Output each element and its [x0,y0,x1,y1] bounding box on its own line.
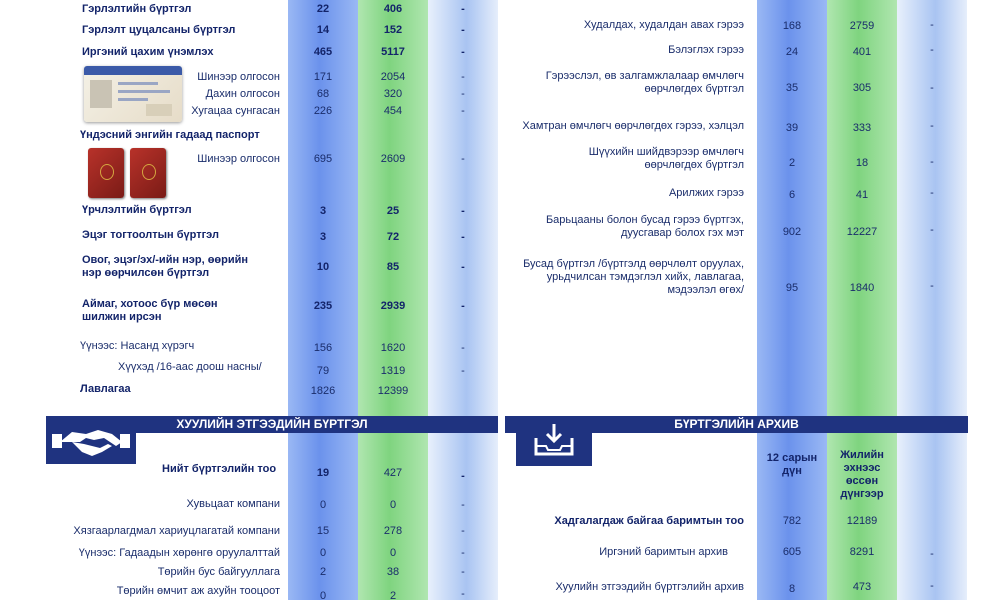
value-month: 156 [313,342,333,354]
value-month: 39 [785,122,799,134]
row-label-line2: өөрчлөгдөх бүртгэл [644,83,744,95]
value-year: 320 [383,88,403,100]
row-label: Үүнээс: Гадаадын хөрөнгө оруулалттай [78,547,280,559]
value-extra: - [461,153,465,165]
row-label: Гэрлэлтийн бүртгэл [82,3,192,15]
value-month: 19 [316,467,330,479]
value-month: 171 [313,71,333,83]
value-extra: - [461,105,465,117]
value-month: 1826 [310,385,336,397]
value-year: 41 [855,189,869,201]
value-extra: - [461,205,465,217]
value-year: 1620 [380,342,406,354]
column-header-year-l1: Жилийн [840,449,884,461]
value-extra: - [461,547,465,559]
value-extra: - [461,566,465,578]
section-heading: Үндэсний энгийн гадаад паспорт [80,129,260,141]
row-label-line1: Аймаг, хотоос бүр мөсөн [82,298,218,310]
row-label: Лавлагаа [80,383,131,395]
row-label-line2: нэр өөрчилсөн бүртгэл [82,267,210,279]
value-year: 2054 [380,71,406,83]
value-extra: - [461,499,465,511]
value-year: 473 [852,581,872,593]
value-month: 95 [785,282,799,294]
value-year: 427 [383,467,403,479]
row-label-line2: өөрчлөгдөх бүртгэл [644,159,744,171]
value-year: 12399 [377,385,409,397]
row-label: Иргэний цахим үнэмлэх [82,46,214,58]
row-label-line1: Шүүхийн шийдвэрээр өмчлөгч [588,146,744,158]
value-month: 782 [782,515,802,527]
value-year: 2 [389,590,397,602]
handshake-icon [46,416,136,464]
value-year: 85 [386,261,400,273]
value-year: 25 [386,205,400,217]
value-year: 18 [855,157,869,169]
value-year: 333 [852,122,872,134]
value-month: 235 [313,300,333,312]
section-header-legal: ХУУЛИЙН ЭТГЭЭДИЙН БҮРТГЭЛ [46,416,498,433]
value-extra: - [461,24,465,36]
row-label: Хувьцаат компани [186,498,280,510]
row-label-line1: Гэрээслэл, өв залгамжлалаар өмчлөгч [545,70,744,82]
row-label: Хамтран өмчлөгч өөрчлөгдөх гэрээ, хэлцэл [522,120,744,132]
row-label-line2: урьдчилсан тэмдэглэл хийх, лавлагаа, [546,271,744,283]
value-extra: - [461,71,465,83]
value-month: 465 [313,46,333,58]
value-month: 0 [319,590,327,602]
value-year: 406 [383,3,403,15]
row-label: Нийт бүртгэлийн тоо [162,463,277,475]
value-extra: - [461,261,465,273]
row-label: Хугацаа сунгасан [191,105,280,117]
row-label-line1: Барьцааны болон бусад гэрээ бүртгэх, [545,214,744,226]
value-extra: - [461,342,465,354]
value-extra: - [461,588,465,600]
row-label: Шинээр олгосон [197,71,280,83]
value-extra: - [461,300,465,312]
value-month: 0 [319,547,327,559]
value-month: 168 [782,20,802,32]
row-label: Иргэний баримтын архив [599,546,728,558]
value-extra: - [930,156,934,168]
value-month: 79 [316,365,330,377]
value-month: 3 [319,205,327,217]
value-year: 401 [852,46,872,58]
value-extra: - [461,470,465,482]
value-year: 1319 [380,365,406,377]
id-card-image [84,66,182,122]
value-extra: - [461,525,465,537]
value-year: 0 [389,499,397,511]
row-label: Бэлэглэх гэрээ [668,44,744,56]
value-extra: - [930,224,934,236]
value-month: 902 [782,226,802,238]
value-month: 0 [319,499,327,511]
value-month: 226 [313,105,333,117]
value-month: 35 [785,82,799,94]
value-month: 68 [316,88,330,100]
value-month: 22 [316,3,330,15]
row-label: Төрийн бус байгууллага [157,566,280,578]
row-label: Хүүхэд /16-аас доош насны/ [118,361,262,373]
value-month: 695 [313,153,333,165]
value-extra: - [930,82,934,94]
value-month: 14 [316,24,330,36]
row-label: Төрийн өмчит аж ахуйн тооцоот [116,585,280,597]
column-header-month-l2: дүн [782,465,802,477]
value-year: 0 [389,547,397,559]
row-label: Шинээр олгосон [197,153,280,165]
value-year: 12189 [846,515,878,527]
value-extra: - [930,120,934,132]
value-extra: - [930,548,934,560]
value-year: 2939 [380,300,406,312]
value-year: 38 [386,566,400,578]
row-label-line1: Овог, эцэг/эх/-ийн нэр, өөрийн [82,254,249,266]
passport-image [88,146,170,200]
value-year: 278 [383,525,403,537]
row-label: Үрчлэлтийн бүртгэл [82,204,192,216]
row-label: Арилжих гэрээ [668,187,744,199]
section-header-archive: БҮРТГЭЛИЙН АРХИВ [505,416,968,433]
row-label-line2: шилжин ирсэн [82,311,162,323]
row-label-line3: мэдээлэл өгөх/ [667,284,744,296]
value-month: 24 [785,46,799,58]
value-extra: - [461,3,465,15]
value-year: 2609 [380,153,406,165]
value-extra: - [461,46,465,58]
value-year: 454 [383,105,403,117]
column-header-year-l4: дүнгээр [840,488,884,500]
row-label-line2: дуусгавар болох гэх мэт [621,227,744,239]
value-extra: - [930,580,934,592]
value-year: 2759 [849,20,875,32]
value-year: 152 [383,24,403,36]
value-month: 15 [316,525,330,537]
value-year: 305 [852,82,872,94]
value-month: 3 [319,231,327,243]
row-label: Хязгаарлагдмал хариуцлагатай компани [73,525,280,537]
value-month: 10 [316,261,330,273]
value-year: 12227 [846,226,878,238]
value-extra: - [930,19,934,31]
value-extra: - [461,88,465,100]
value-month: 605 [782,546,802,558]
value-year: 72 [386,231,400,243]
inbox-download-icon [516,416,592,466]
value-year: 8291 [849,546,875,558]
value-extra: - [930,187,934,199]
row-label: Худалдах, худалдан авах гэрээ [583,19,744,31]
row-label: Хуулийн этгээдийн бүртгэлийн архив [555,581,744,593]
row-label: Үүнээс: Насанд хүрэгч [80,340,195,352]
value-month: 8 [788,583,796,595]
value-extra: - [461,365,465,377]
value-year: 5117 [381,46,405,58]
value-extra: - [930,280,934,292]
value-extra: - [930,44,934,56]
value-extra: - [461,231,465,243]
column-header-year-l2: эхнээс [843,462,881,474]
value-year: 1840 [849,282,875,294]
value-month: 2 [319,566,327,578]
column-header-month-l1: 12 сарын [766,452,818,464]
value-month: 2 [788,157,796,169]
row-label: Гэрлэлт цуцалсаны бүртгэл [82,24,236,36]
row-label: Хадгалагдаж байгаа баримтын тоо [554,515,744,527]
row-label: Эцэг тогтоолтын бүртгэл [82,229,219,241]
column-header-year-l3: өссөн [845,475,879,487]
row-label: Дахин олгосон [205,88,280,100]
row-label-line1: Бусад бүртгэл /бүртгэлд өөрчлөлт оруулах, [523,258,744,270]
value-month: 6 [788,189,796,201]
